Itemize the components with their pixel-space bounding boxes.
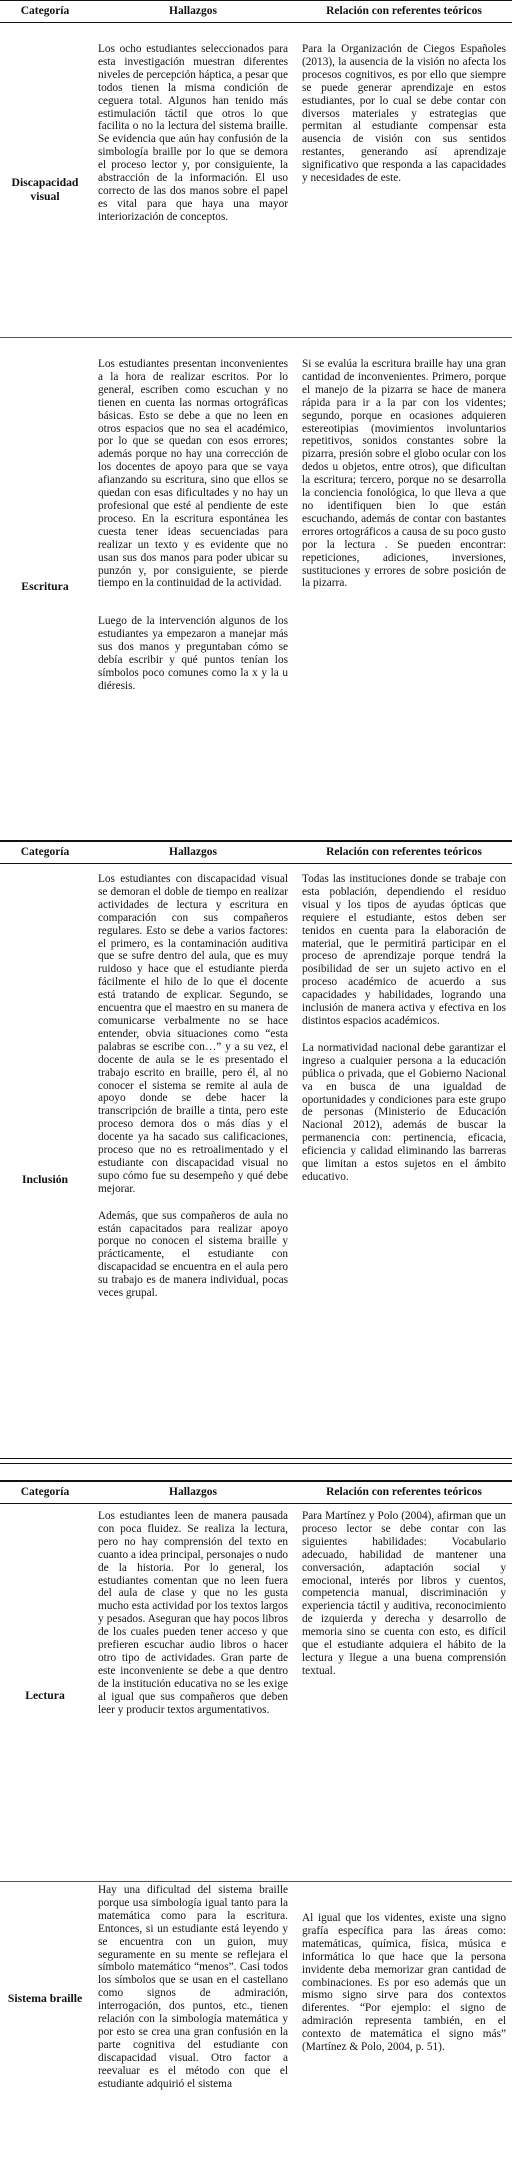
referentes-cell [296, 1884, 512, 2176]
table-row [0, 338, 512, 840]
referentes-paragraph: Todas las instituciones donde se trabaje con esta población, dependiendo el residuo visual y los tipos de ayudas ópticas que requiere el estudiante, estos deben ser tenidos en cuenta para la elaboración de material, que le permitirá participar en el proceso de aprendizaje porque tendrá la posibilidad de ser un sujeto activo en el proceso académico de acuerdo a sus capacidades y habilidades, logrando una inclusión de manera activa y efectiva en los distintos espacios académicos. [302, 873, 506, 1027]
header-categoria: Categoría [20, 5, 70, 18]
referentes-cell [296, 358, 512, 840]
hallazgos-paragraph: Los estudiantes presentan inconvenientes a la hora de realizar escritos. Por lo general, escriben como escuchan y no tienen en cuenta las normas ortográficas básicas. Esto se debe a que no leen en otros espacios que no sea el académico, por lo que se quedan con esos errores; además porque no hay una corrección de los docentes de apoyo para que se vaya afianzando su escritura, sino que ellos se quedan con esas dificultades y no hay un profesional que esté al pendiente de este proceso. En la escritura espontánea les cuesta tener ideas secuenciadas para realizar un texto y es evidente que no usan sus dos manos para poder ubicar su punzón y, por consiguiente, se pierde tiempo en la continuidad de la actividad. [98, 358, 288, 590]
table-header [0, 840, 512, 864]
header-referentes: Relación con referentes teóricos [326, 5, 482, 18]
referentes-paragraph: Si se evalúa la escritura braille hay una gran cantidad de inconvenientes. Primero, porque el manejo de la pizarra se hace de manera rápida para ir a la par con los videntes; segundo, porque en ocasiones adquieren estereotipias (movimientos involuntarios repetitivos, sonidos constantes sobre la pizarra, presión sobre el globo ocular con los dedos u objetos, entre otros), que dificultan la escritura; tercero, porque no se desarrolla la conciencia fonológica, lo que lleva a que no identifiquen bien lo que están escuchando, además de contar con bastantes errores ortográficos a causa de su poco gusto por la lectura . Se pueden encontrar: repeticiones, adiciones, inversiones, sustituciones y errores de sobre posición de la pizarra. [302, 358, 506, 590]
hallazgos-paragraph: Además, que sus compañeros de aula no están capacitados para realizar apoyo porque no conocen el sistema braille y prácticamente, el estudiante con discapacidad se encuentra en el aula pero su trabajo es de manera individual, pocas veces grupal. [98, 1209, 288, 1300]
hallazgos-cell [90, 358, 296, 840]
category-cell: Discapacidad visual [11, 176, 79, 203]
referentes-cell [296, 43, 512, 337]
hallazgos-paragraph: Los estudiantes leen de manera pausada con poca fluidez. Se realiza la lectura, pero no hay comprensión del texto en cuanto a idea principal, personajes o nudo de la historia. Por lo general, los estudiantes comentan que no leen fuera del aula de clase y que no les gusta mucho esta actividad por los textos largos y pesados. Aseguran que hay pocos libros de los cuales pueden tener acceso y que prefieren escuchar audio libros o hacer otro tipo de actividades. Gran parte de este inconveniente se debe a que dentro de la institución educativa no se les exige al igual que sus compañeros que deben leer y producir textos argumentativos. [98, 1510, 288, 1716]
table-header [0, 1480, 512, 1504]
hallazgos-cell [90, 1510, 296, 1881]
category-cell: Sistema braille [7, 1992, 83, 2005]
hallazgos-paragraph: Los estudiantes con discapacidad visual se demoran el doble de tiempo en realizar actividades de lectura y escritura en comparación con sus compañeros regulares. Esto se debe a varios factores: el primero, es la contaminación auditiva que se sufre dentro del aula, que es muy ruidoso y hace que el estudiante pierda fácilmente el hilo de lo que el docente está tratando de explicar. Segundo, se encuentra que el maestro en su manera de comunicarse verbalmente no se hace entender, obvia situaciones como “esta palabras se escribe con…” y a su vez, el docente de aula se le es presentado el trabajo escrito en braille, pero él, al no conocer el sistema se remite al aula de apoyo donde se debe hacer la transcripción de braille a tinta, pero este proceso demora dos o más días y el docente ya ha sacado sus calificaciones, proceso que no es retroalimentado y el estudiante con discapacidad visual no supo cómo fue su desempeño y qué debe mejorar. [98, 873, 288, 1195]
header-hallazgos: Hallazgos [169, 5, 217, 18]
table-row [0, 23, 512, 338]
referentes-cell [296, 873, 512, 1458]
referentes-paragraph: Al igual que los videntes, existe una signo grafía específica para las áreas como: matemáticas, química, física, música e informática lo que hace que la persona invidente deba memorizar gran cantidad de combinaciones. Es por eso además que un mismo signo sirve para dos contextos diferentes. “Por ejemplo: el signo de admiración representa también, en el contexto de matemática el signo más” (Martínez & Polo, 2004, p. 51). [302, 1912, 506, 2054]
referentes-paragraph: Para la Organización de Ciegos Españoles (2013), la ausencia de la visión no afecta los procesos cognitivos, es por ello que siempre se puede generar aprendizaje en estos estudiantes, por lo cual se debe contar con diversos materiales y estrategias que permitan al estudiante compensar esta ausencia de visión con sus sentidos restantes, generando así aprendizaje significativo que responda a las capacidades y necesidades de este. [302, 43, 506, 185]
table-row [0, 1882, 512, 2176]
category-cell: Inclusión [21, 1173, 69, 1186]
hallazgos-cell [90, 1884, 296, 2176]
header-hallazgos: Hallazgos [169, 1486, 217, 1499]
header-categoria: Categoría [20, 846, 70, 859]
table-header [0, 0, 512, 23]
header-hallazgos: Hallazgos [169, 846, 217, 859]
header-referentes: Relación con referentes teóricos [326, 846, 482, 859]
hallazgos-cell [90, 873, 296, 1458]
table-row [0, 864, 512, 1458]
table-row [0, 1504, 512, 1882]
header-categoria: Categoría [20, 1486, 70, 1499]
header-referentes: Relación con referentes teóricos [326, 1486, 482, 1499]
category-cell: Lectura [25, 1688, 65, 1702]
hallazgos-paragraph: Los ocho estudiantes seleccionados para esta investigación muestran diferentes niveles de percepción háptica, a pesar que todos tienen la misma condición de ceguera total. Algunos han tenido más estimulación táctil que otros lo que facilita o no la lectura del sistema braille. Se evidencia que aún hay confusión de la simbología braille por lo que se demora el proceso lector y, por consiguiente, la abstracción de la información. El uso correcto de las dos manos sobre el papel es vital para que haya una mayor interiorización de conceptos. [98, 43, 288, 223]
hallazgos-paragraph: Luego de la intervención algunos de los estudiantes ya empezaron a manejar más sus dos manos y preguntaban cómo se debía escribir y qué puntos tenían los símbolos poco comunes como la x y la u diéresis. [98, 615, 288, 692]
category-cell: Escritura [21, 580, 69, 593]
referentes-paragraph: Para Martínez y Polo (2004), afirman que un proceso lector se debe contar con las siguientes habilidades: Vocabulario adecuado, habilidad de mantener una conversación, adaptación social y emocional, interés por libros y cuentos, competencia manual, discriminación y experiencia táctil y auditiva, reconocimiento de izquierda y derecha y desarrollo de memoria sino se cuenta con esto, es difícil que el estudiante adquiera el hábito de la lectura y llegue a una buena comprensión textual. [302, 1510, 506, 1677]
hallazgos-paragraph: Hay una dificultad del sistema braille porque usa simbología igual tanto para la matemática como para la escritura. Entonces, si un estudiante está leyendo y se encuentra con un guion, muy seguramente en su mente se reflejara el símbolo matemático “menos”. Casi todos los símbolos que se usan en el castellano como signos de admiración, interrogación, dos puntos, etc., tienen relación con la simbología matemática y por esto se crea una gran confusión en la parte cognitiva del estudiante con discapacidad visual. Otro factor a reevaluar es el método con que el estudiante adquirió el sistema [98, 1884, 288, 2090]
referentes-cell [296, 1510, 512, 1881]
hallazgos-cell [90, 43, 296, 337]
referentes-paragraph: La normatividad nacional debe garantizar el ingreso a cualquier persona a la educación pública o privada, que el Gobierno Nacional va en busca de una igualdad de oportunidades y condiciones para este grupo de personas (Ministerio de Educación Nacional 2012), además de buscar la permanencia con: pertinencia, eficacia, eficiencia y calidad eliminando las barreras que limitan a estos sujetos en el ámbito educativo. [302, 1041, 506, 1183]
spacer [0, 1464, 512, 1480]
